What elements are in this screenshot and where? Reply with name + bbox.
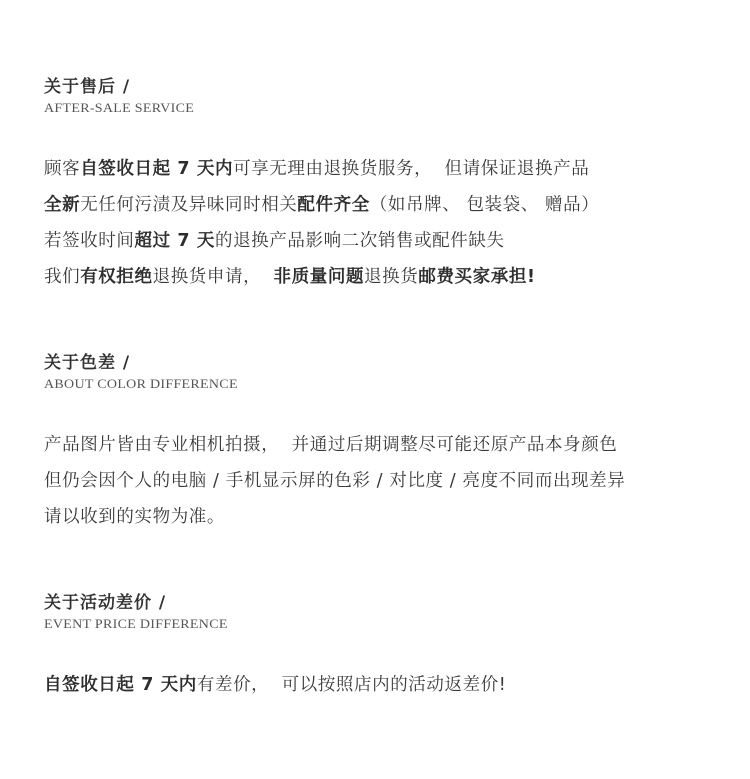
body-line <box>44 259 720 295</box>
body-text: 退换货申请， <box>152 267 274 287</box>
body-text: （如吊牌、 包装袋、 赠品） <box>369 195 600 215</box>
body-line <box>44 499 720 535</box>
section-heading: 关于售后 / <box>44 77 131 97</box>
emphasized-text: 超过 7 天 <box>134 231 215 251</box>
section-body <box>44 151 720 295</box>
body-text: 但仍会因个人的电脑 / 手机显示屏的色彩 / 对比度 / 亮度不同而出现差异 <box>44 471 626 491</box>
section-subheading: ABOUT COLOR DIFFERENCE <box>44 377 238 392</box>
body-text: 我们 <box>44 267 81 287</box>
section-after-sale <box>44 76 720 295</box>
body-text: 有差价， 可以按照店内的活动返差价! <box>196 675 507 695</box>
section-body <box>44 667 720 703</box>
body-line <box>44 223 720 259</box>
body-text: 无任何污渍及异味同时相关 <box>80 195 298 215</box>
section-subheading: EVENT PRICE DIFFERENCE <box>44 617 228 632</box>
emphasized-text: 配件齐全 <box>297 195 370 215</box>
emphasized-text: 自签收日起 7 天内 <box>80 159 234 179</box>
emphasized-text: 非质量问题 <box>273 267 365 287</box>
body-text: 可享无理由退换货服务， 但请保证退换产品 <box>233 159 590 179</box>
section-color-difference <box>44 352 720 535</box>
emphasized-text: 自签收日起 7 天内 <box>44 675 197 695</box>
section-subheading: AFTER-SALE SERVICE <box>44 101 195 116</box>
emphasized-text: 全新 <box>44 195 81 215</box>
body-text: 产品图片皆由专业相机拍摄， 并通过后期调整尽可能还原产品本身颜色 <box>44 435 618 455</box>
body-line <box>44 187 720 223</box>
body-text: 的退换产品影响二次销售或配件缺失 <box>214 231 505 251</box>
body-line <box>44 427 720 463</box>
body-text: 顾客 <box>44 159 81 179</box>
body-line <box>44 667 720 703</box>
body-line <box>44 151 720 187</box>
emphasized-text: 邮费买家承担! <box>418 267 536 287</box>
body-line <box>44 463 720 499</box>
emphasized-text: 有权拒绝 <box>80 267 153 287</box>
body-text: 若签收时间 <box>44 231 135 251</box>
section-event-price-difference <box>44 592 720 703</box>
section-heading: 关于活动差价 / <box>44 593 167 613</box>
body-text: 退换货 <box>364 267 419 287</box>
body-text: 请以收到的实物为准。 <box>44 507 225 527</box>
section-heading: 关于色差 / <box>44 353 131 373</box>
section-body <box>44 427 720 535</box>
